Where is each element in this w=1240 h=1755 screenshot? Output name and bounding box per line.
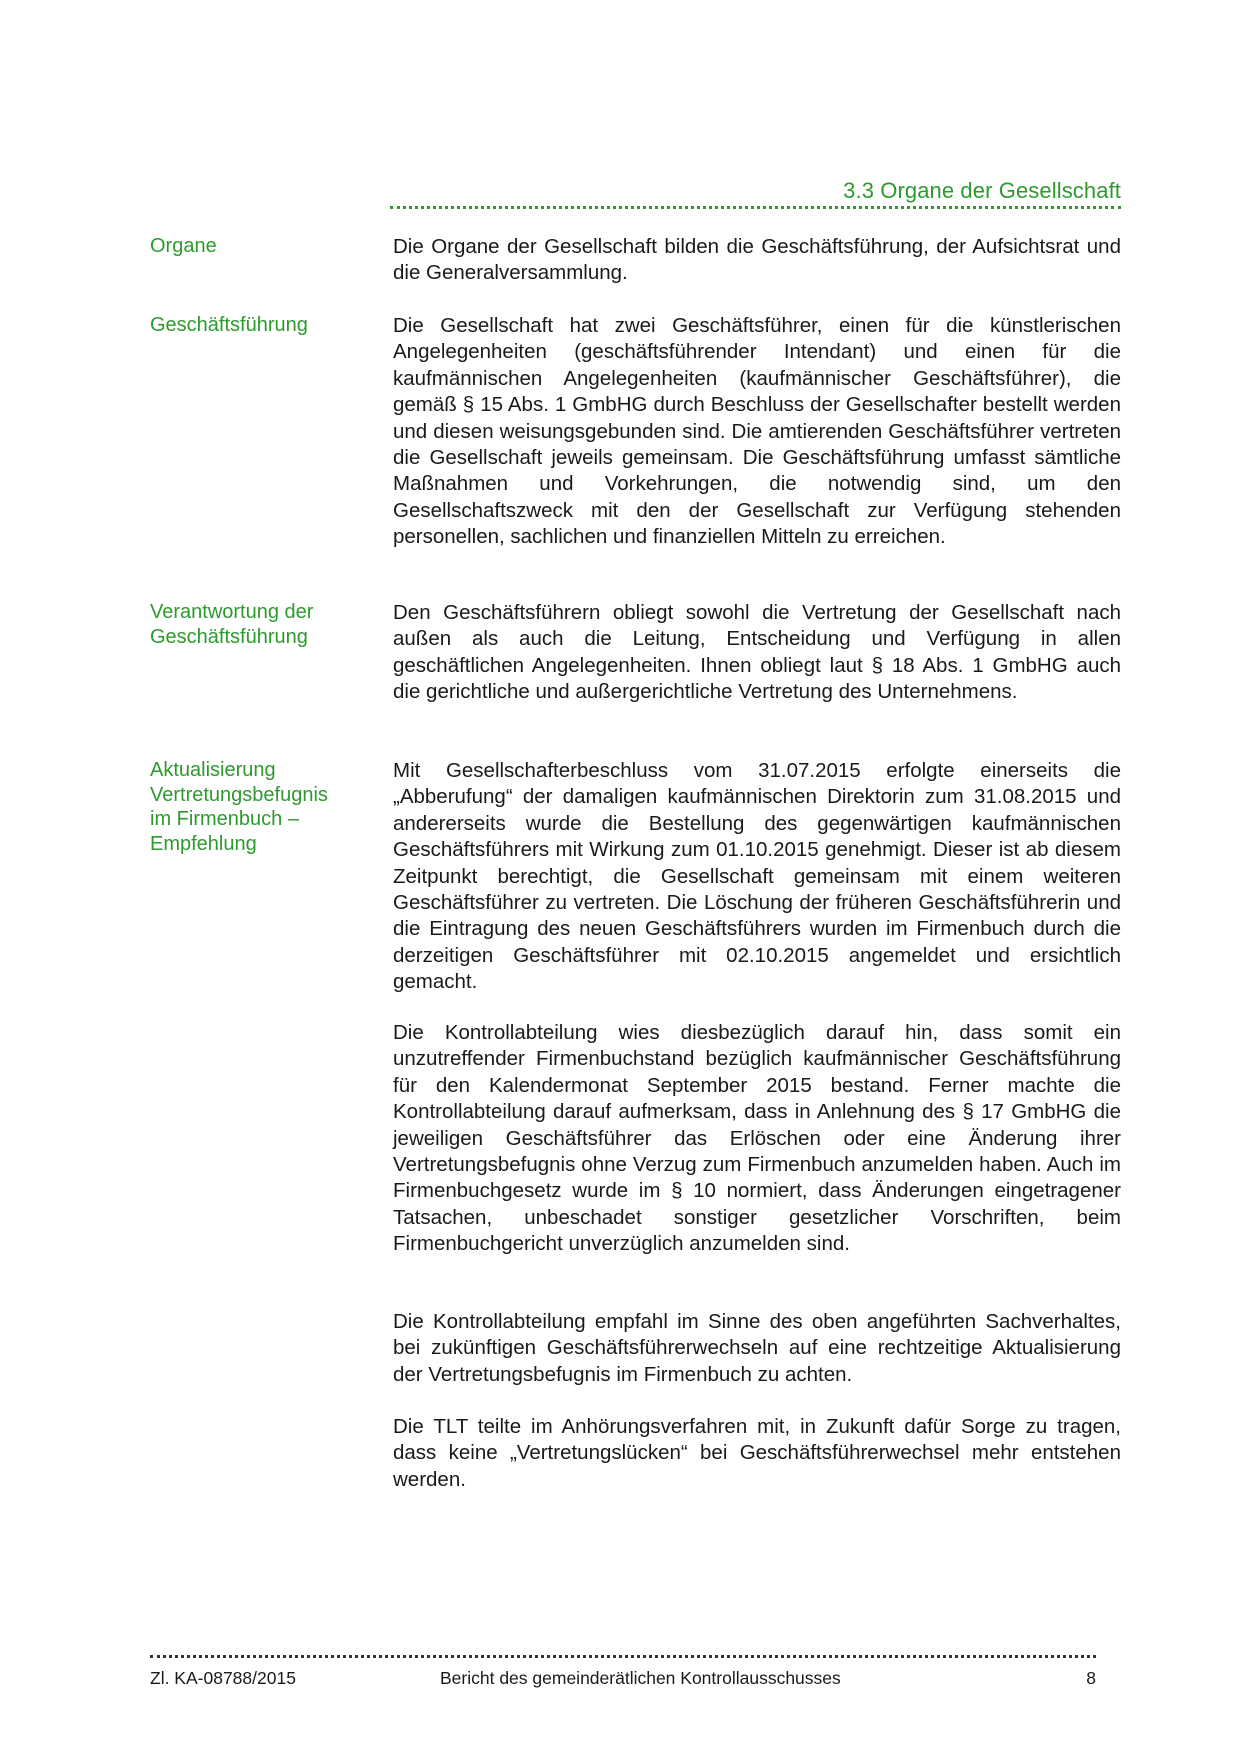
side-label-organe: Organe [150, 235, 217, 257]
paragraph-organe: Die Organe der Gesellschaft bilden die Geschäftsführung, der Aufsichtsrat und die Generalversammlung. [393, 235, 1121, 285]
side-label-geschaeftsfuehrung: Geschäftsführung [150, 314, 308, 336]
header-divider [390, 206, 1121, 209]
footer-report-title: Bericht des gemeinderätlichen Kontrollausschusses [440, 1668, 841, 1688]
side-label-line: Aktualisierung [150, 759, 276, 781]
footer-divider [150, 1655, 1096, 1658]
side-label-line: Empfehlung [150, 832, 257, 855]
paragraph-geschaeftsfuehrung: Die Gesellschaft hat zwei Geschäftsführer, einen für die künstlerischen Angelegenheiten (geschäftsführender Intendant) und einen für die kaufmännischen Angelegenheiten (kaufmännischer Geschäftsführer), die gemäß § 15 Abs. 1 GmbHG durch Beschluss der Gesellschafter bestellt werden und diesen weisungsgebunden sind. Die amtierenden Geschäftsführer vertreten die Gesellschaft jeweils gemeinsam. Die Geschäftsführung umfasst sämtliche Maßnahmen und Vorkehrungen, die notwendig sind, um den Gesellschaftszweck mit den der Gesellschaft zur Verfügung stehenden personellen, sachlichen und finanziellen Mitteln zu erreichen. [393, 314, 1121, 549]
side-label-line: Geschäftsführung [150, 625, 308, 648]
side-label-aktualisierung [150, 758, 370, 856]
paragraph-gesellschafterbeschluss: Mit Gesellschafterbeschluss vom 31.07.2015 erfolgte einerseits die „Abberufung“ der damaligen kaufmännischen Direktorin zum 31.08.2015 und andererseits wurde die Bestellung des gegenwärtigen kaufmännischen Geschäftsführers mit Wirkung zum 01.10.2015 genehmigt. Dieser ist ab diesem Zeitpunkt berechtigt, die Gesellschaft gemeinsam mit einem weiteren Geschäftsführer zu vertreten. Die Löschung der früheren Geschäftsführerin und die Eintragung des neuen Geschäftsführers wurden im Firmenbuch durch die derzeitigen Geschäftsführer mit 02.10.2015 angemeldet und ersichtlich gemacht. [393, 759, 1121, 994]
paragraph-stellungnahme: Die TLT teilte im Anhörungsverfahren mit, in Zukunft dafür Sorge zu tragen, dass keine „Vertretungslücken“ bei Geschäftsführerwechsel mehr entstehen werden. [393, 1415, 1121, 1491]
side-label-line: Verantwortung der [150, 601, 314, 623]
side-label-verantwortung [150, 600, 370, 649]
page-number: 8 [1086, 1668, 1096, 1688]
side-label-line: im Firmenbuch – [150, 808, 299, 830]
side-label-line: Vertretungsbefugnis [150, 783, 328, 806]
paragraph-verantwortung: Den Geschäftsführern obliegt sowohl die Vertretung der Gesellschaft nach außen als auch die Leitung, Entscheidung und Verfügung in allen geschäftlichen Angelegenheiten. Ihnen obliegt laut § 18 Abs. 1 GmbHG auch die gerichtliche und außergerichtliche Vertretung des Unternehmens. [393, 601, 1121, 704]
paragraph-kontrollabteilung-hinweis: Die Kontrollabteilung wies diesbezüglich darauf hin, dass somit ein unzutreffender Firmenbuchstand bezüglich kaufmännischer Geschäftsführung für den Kalendermonat September 2015 bestand. Ferner machte die Kontrollabteilung darauf aufmerksam, dass in Anlehnung des § 17 GmbHG die jeweiligen Geschäftsführer das Erlöschen oder eine Änderung ihrer Vertretungsbefugnis ohne Verzug zum Firmenbuch anzumelden haben. Auch im Firmenbuchgesetz wurde im § 10 normiert, dass Änderungen eingetragener Tatsachen, unbeschadet sonstiger gesetzlicher Vorschriften, beim Firmenbuchgericht unverzüglich anzumelden sind. [393, 1021, 1121, 1256]
footer-reference: Zl. KA-08788/2015 [150, 1668, 296, 1688]
section-heading: 3.3 Organe der Gesellschaft [843, 178, 1121, 203]
paragraph-empfehlung: Die Kontrollabteilung empfahl im Sinne des oben angeführten Sachverhaltes, bei zukünftigen Geschäftsführerwechseln auf eine rechtzeitige Aktualisierung der Vertretungsbefugnis im Firmenbuch zu achten. [393, 1310, 1121, 1386]
